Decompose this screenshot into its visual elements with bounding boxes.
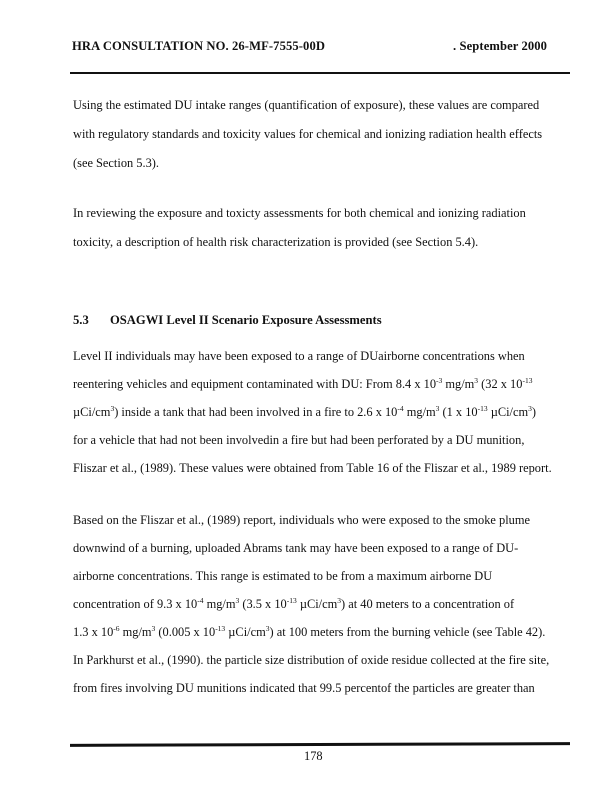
section-heading [73,313,382,328]
page-number: 178 [304,749,323,763]
text-line: In reviewing the exposure and toxicty assessments for both chemical and ionizing radiation [73,206,526,220]
section-title: OSAGWI Level II Scenario Exposure Assessments [110,313,382,327]
document-date: . September 2000 [453,39,548,53]
text-line: 1.3 x $10^{-6}$ $mg/m^3$ (0.005 x $10^{-13}$ µCi/$cm^3$) at 100 meters from the burning vehicle (see Table 42). [73,624,546,639]
text-line: Based on the Fliszar et al., (1989) report, individuals who were exposed to the smoke plume [73,513,530,527]
text-line: airborne concentrations. This range is estimated to be from a maximum airborne DU [73,569,493,583]
text-line: (see Section 5.3). [73,156,160,170]
text-line: µCi/$cm^3$) inside a tank that had been involved in a fire to 2.6 x $10^{-4}$ $mg/m^3$ (1 x $10^{-13}$ µCi/$cm^3$) [73,404,537,419]
text-line: downwind of a burning, uploaded Abrams tank may have been exposed to a range of DU- [73,541,519,555]
header-rule [70,72,570,74]
text-line: Using the estimated DU intake ranges (quantification of exposure), these values are compared [73,98,540,112]
footer-rule [70,742,570,747]
text-line: In Parkhurst et al., (1990). the particle size distribution of oxide residue collected at the fire site, [73,653,550,667]
text-line: for a vehicle that had not been involvedin a fire but had been perforated by a DU munition, [73,433,525,447]
text-line: Level II individuals may have been exposed to a range of DUairborne concentrations when [73,349,525,363]
text-line: with regulatory standards and toxicity values for chemical and ionizing radiation health effects [73,127,543,141]
text-line: from fires involving DU munitions indicated that 99.5 percentof the particles are greater than [73,681,535,695]
document-title: HRA CONSULTATION NO. 26-MF-7555-00D [72,39,326,53]
text-line: toxicity, a description of health risk characterization is provided (see Section 5.4). [73,235,479,249]
text-line: reentering vehicles and equipment contaminated with DU: From 8.4 x $10^{-3}$ $mg/m^3$ (32 x $10^{-13}$ [73,376,533,391]
section-number: 5.3 [73,313,89,327]
text-line: Fliszar et al., (1989). These values were obtained from Table 16 of the Fliszar et al., 1989 report. [73,461,552,475]
text-line: concentration of 9.3 x $10^{-4}$ $mg/m^3$ (3.5 x $10^{-13}$ µCi/$cm^3$) at 40 meters to a concentration of [73,596,515,611]
